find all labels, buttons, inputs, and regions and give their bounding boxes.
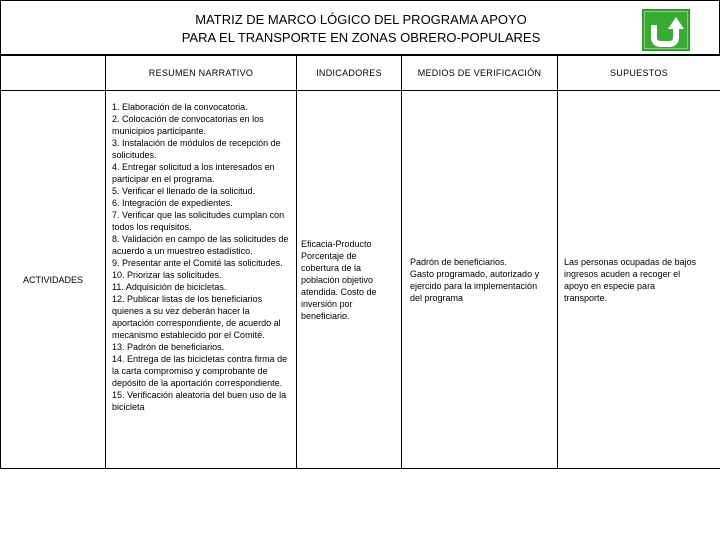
list-item: 14. Entrega de las bicicletas contra firma de la carta compromiso y comprobante de depósito de la aportación correspondiente. bbox=[112, 354, 288, 388]
header-resumen-narrativo: RESUMEN NARRATIVO bbox=[106, 56, 297, 91]
supuestos-cell bbox=[558, 91, 720, 469]
list-item: 5. Verificar el llenado de la solicitud. bbox=[112, 186, 256, 196]
list-item: 1. Elaboración de la convocatoria. bbox=[112, 102, 248, 112]
list-item: 15. Verificación aleatoria del buen uso de la bicicleta bbox=[112, 390, 287, 412]
page-title bbox=[121, 11, 601, 47]
u-turn-arrow-icon bbox=[643, 10, 689, 50]
indicator-type: Eficacia-Producto bbox=[301, 238, 372, 249]
header-indicadores: INDICADORES bbox=[297, 56, 402, 91]
back-button[interactable] bbox=[642, 9, 690, 51]
activities-row bbox=[1, 91, 720, 469]
row-label-actividades: ACTIVIDADES bbox=[1, 91, 106, 469]
logical-framework-matrix bbox=[0, 55, 720, 469]
header-supuestos: SUPUESTOS bbox=[558, 56, 720, 91]
activities-list bbox=[112, 91, 290, 413]
list-item: 12. Publicar listas de los beneficiarios quienes a su vez deberán hacer la aportación correspondiente, de acuerdo al mecanismo establecido por el Comité. bbox=[112, 294, 281, 340]
list-item: 2. Colocación de convocatorias en los municipios participante. bbox=[112, 114, 264, 136]
list-item: 11. Adquisición de bicicletas. bbox=[112, 282, 227, 292]
list-item: 9. Presentar ante el Comité las solicitudes. bbox=[112, 258, 283, 268]
list-item: 10. Priorizar las solicitudes. bbox=[112, 270, 222, 280]
list-item: 8. Validación en campo de las solicitudes de acuerdo a un muestreo estadístico. bbox=[112, 234, 289, 256]
medio-padron: Padrón de beneficiarios. bbox=[410, 256, 508, 267]
list-item: 4. Entregar solicitud a los interesados en participar en el programa. bbox=[112, 162, 275, 184]
header-row bbox=[1, 56, 720, 91]
indicator-description: Porcentaje de cobertura de la población objetivo atendida. Costo de inversión por beneficiario. bbox=[301, 250, 377, 321]
medio-gasto: Gasto programado, autorizado y ejercido para la implementación del programa bbox=[410, 268, 540, 303]
list-item: 13. Padrón de beneficiarios. bbox=[112, 342, 225, 352]
list-item: 3. Instalación de módulos de recepción de solicitudes. bbox=[112, 138, 281, 160]
medios-cell bbox=[402, 91, 558, 469]
header-medios-verificacion: MEDIOS DE VERIFICACIÓN bbox=[402, 56, 558, 91]
header-empty-cell bbox=[1, 56, 106, 91]
supuesto-text: Las personas ocupadas de bajos ingresos acuden a recoger el apoyo en especie para transporte. bbox=[564, 256, 697, 303]
list-item: 7. Verificar que las solicitudes cumplan con todos los requisitos. bbox=[112, 210, 285, 232]
list-item: 6. Integración de expedientes. bbox=[112, 198, 233, 208]
title-line-1: MATRIZ DE MARCO LÓGICO DEL PROGRAMA APOYO bbox=[195, 12, 527, 27]
title-box bbox=[0, 0, 720, 55]
title-line-2: PARA EL TRANSPORTE EN ZONAS OBRERO-POPULARES bbox=[181, 30, 541, 45]
narrative-cell bbox=[106, 91, 297, 469]
indicadores-cell bbox=[297, 91, 402, 469]
